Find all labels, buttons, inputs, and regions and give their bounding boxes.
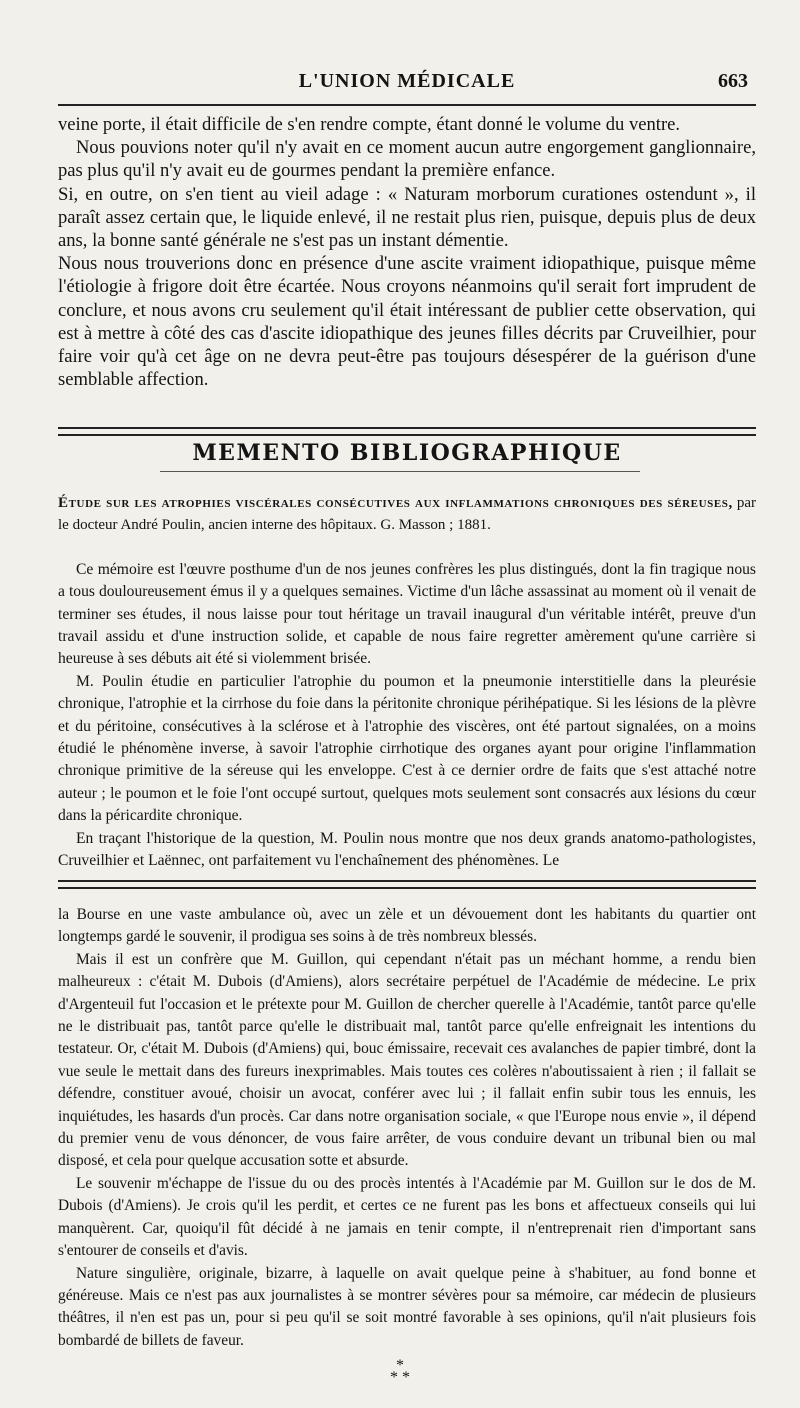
running-head: L'UNION MÉDICALE	[298, 70, 516, 92]
paragraph: Nous nous trouverions donc en présence d'une ascite vraiment idiopathique, puisque même l'étiologie à frigore doit être écartée. Nous croyons néanmoins qu'il serait fort imprudent de conclure, et nous avons cru seulement qu'il était intéressant de publier cette observation, qui est à mettre à côté des cas d'ascite idiopathique des jeunes filles décrits par Cruveilhier, pour faire voir qu'à cet âge on ne devra peut-être pas toujours désespérer de la guérison d'une semblable affection.	[58, 253, 756, 391]
feuilleton-text	[58, 904, 756, 1352]
paragraph: Nature singulière, originale, bizarre, à laquelle on avait quelque peine à s'habituer, au fond bonne et généreuse. Mais ce n'est pas aux journalistes à se montrer sévères pour sa mémoire, car médecin de plusieurs théâtres, il n'en est pas un, pour si peu qu'il se soit montré favorable à ses opinions, qu'il n'ait plusieurs fois bombardé de billets de faveur.	[58, 1264, 756, 1349]
bibliography-section	[58, 492, 756, 873]
paragraph: M. Poulin étudie en particulier l'atrophie du poumon et la pneumonie interstitielle dans la pleurésie chronique, l'atrophie et la cirrhose du foie dans la péritonite chronique périhépatique. Si les lésions de la plèvre et du péritoine, consécutives à la sclérose et à l'atrophie des viscères, ont été partout signalées, on a moins étudié le phénomène inverse, à savoir l'atrophie cirrhotique des organes ayant pour origine l'inflammation chronique primitive de la séreuse qui les enveloppe. C'est à ce dernier ordre de faits que s'est attaché notre auteur ; le poumon et le foie l'ont occupé surtout, quelques mots seulement sont consacrés aux lésions du cœur dans la péricardite chronique.	[58, 672, 756, 825]
paragraph: Nous pouvions noter qu'il n'y avait en ce moment aucun autre engorgement ganglionnaire, pas plus qu'il n'y avait eu de gourmes pendant la première enfance.	[58, 137, 756, 182]
article-continuation	[58, 113, 756, 391]
section-divider	[58, 427, 756, 436]
reference-title: Étude sur les atrophies viscérales consécutives aux inflammations chroniques des séreuses,	[58, 495, 733, 511]
asterism	[0, 1357, 800, 1386]
header-rule	[58, 104, 756, 106]
asterism-top: *	[396, 1357, 404, 1374]
paragraph: la Bourse en une vaste ambulance où, avec un zèle et un dévouement dont les habitants du quartier ont longtemps gardé le souvenir, il prodigua ses soins à de très nombreux blessés.	[58, 906, 756, 946]
reference-author: par le docteur André Poulin, ancien interne des hôpitaux. G. Masson ; 1881.	[58, 495, 756, 534]
page-number: 663	[718, 70, 748, 92]
paragraph: veine porte, il était difficile de s'en rendre compte, étant donné le volume du ventre.	[58, 114, 681, 135]
paragraph: Si, en outre, on s'en tient au vieil adage : « Naturam morborum curationes ostendunt », il paraît assez certain que, le liquide enlevé, il ne restait plus rien, puisque, depuis plus de deux ans, la bonne santé générale ne s'est pas un instant démentie.	[58, 183, 756, 252]
asterism-bottom: * *	[390, 1369, 410, 1386]
page-header	[58, 64, 756, 104]
paragraph: Mais il est un confrère que M. Guillon, qui cependant n'était pas un méchant homme, a rendu bien malheureux : c'était M. Dubois (d'Amiens), alors secrétaire perpétuel de l'Académie de médecine. Le prix d'Argenteuil fut l'occasion et le prétexte pour M. Guillon de chercher querelle à l'Académie, tantôt parce qu'elle ne le distribuait pas, tantôt parce qu'elle le distribuait mal, tantôt parce qu'elle enfreignait les intentions du testateur. Or, c'était M. Dubois (d'Amiens) qui, bouc émissaire, recevait ces avalanches de papier timbré, dont la vue seule le mettait dans des fureurs inexprimables. Mais toutes ces colères n'aboutissaient à rien ; il fallait se défendre, constituer avoué, choisir un avocat, conférer avec lui ; il fallait enfin subir tous les ennuis, les inquiétudes, les hasards d'un procès. Car dans notre organisation sociale, « que l'Europe nous envie », il dépend du premier venu de vous dénoncer, de vous faire arrêter, de vous conduire devant un tribunal bien ou mal disposé, et cela pour quelque accusation sotte et absurde.	[58, 950, 756, 1170]
paragraph: Ce mémoire est l'œuvre posthume d'un de nos jeunes confrères les plus distingués, dont la fin tragique nous a tous douloureusement émus il y a quelques semaines. Victime d'un lâche assassinat au moment où il venait de terminer ses études, il nous laisse pour tout héritage un travail inaugural d'un véritable intérêt, preuve d'un travail assidu et d'une instruction solide, et capable de nous faire regretter amèrement qu'une carrière si heureuse à ses débuts ait été si violemment brisée.	[58, 560, 756, 668]
paragraph: Le souvenir m'échappe de l'issue du ou des procès intentés à l'Académie par M. Guillon sur le dos de M. Dubois (d'Amiens). Je crois qu'il les perdit, et certes ce ne furent pas les bons et affectueux conseils qui lui manquèrent. Car, quoiqu'il fût décidé à ne jamais en tenir compte, il n'entreprenait rien d'important sans s'entourer de conseils et d'avis.	[58, 1174, 756, 1260]
section-title: MEMENTO BIBLIOGRAPHIQUE	[192, 440, 622, 466]
paragraph: En traçant l'historique de la question, M. Poulin nous montre que nos deux grands anatomo-pathologistes, Cruveilhier et Laënnec, ont parfaitement vu l'enchaînement des phénomènes. Le	[58, 829, 756, 870]
bibliographic-reference	[58, 492, 756, 537]
title-underline	[160, 471, 640, 472]
feuilleton-divider	[58, 880, 756, 889]
